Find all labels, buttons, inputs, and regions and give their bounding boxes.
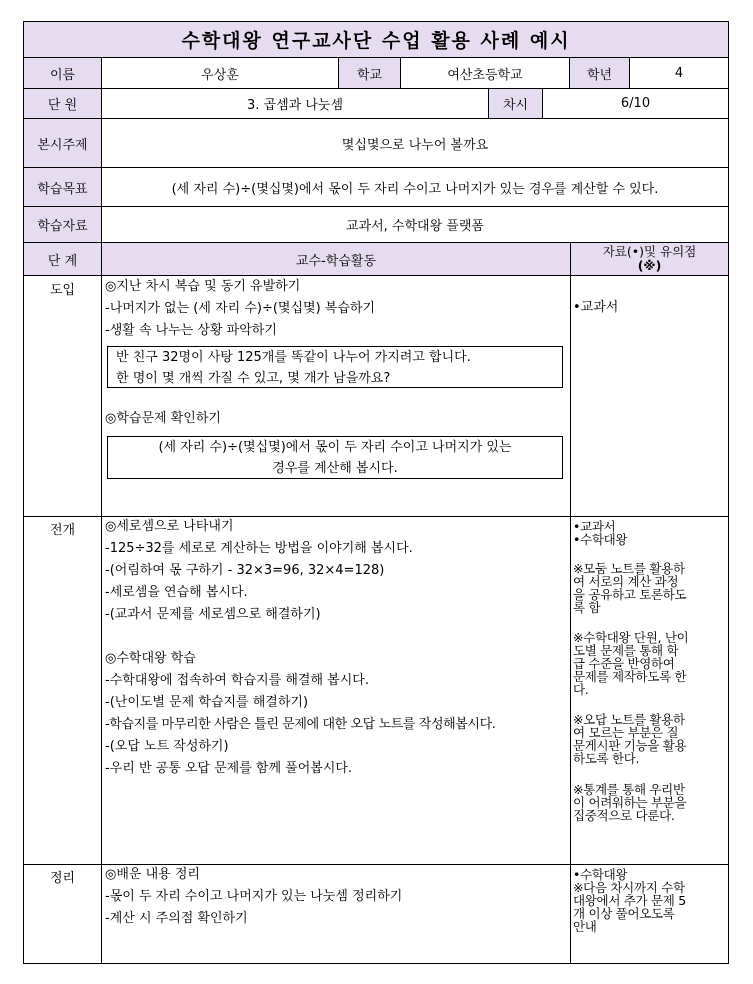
topic-value: 몇십몇으로 나누어 볼까요	[102, 119, 728, 168]
school-label: 학교	[339, 58, 401, 89]
develop-note: ※모둠 노트를 활용하	[573, 561, 685, 576]
wrapup-notes	[571, 865, 728, 963]
intro-stage: 도입	[24, 276, 102, 517]
wrapup-line: ◎배운 내용 정리	[105, 867, 200, 882]
intro-note: •교과서	[573, 300, 619, 315]
wrapup-note: 개 이상 풀어오도록	[573, 906, 675, 921]
wrapup-activity	[102, 865, 571, 963]
lesson-plan-table	[23, 21, 729, 964]
develop-note: •수학대왕	[573, 532, 628, 547]
develop-line: -(교과서 문제를 세로셈으로 해결하기)	[105, 607, 321, 622]
document-title: 수학대왕 연구교사단 수업 활용 사례 예시	[24, 22, 728, 58]
develop-note: ※수학대왕 단원, 난이	[573, 630, 689, 645]
goal-value: (세 자리 수)÷(몇십몇)에서 몫이 두 자리 수이고 나머지가 있는 경우를 계산할 수 있다.	[102, 168, 728, 207]
unit-value: 3. 곱셈과 나눗셈	[102, 89, 489, 119]
develop-line: -수학대왕에 접속하여 학습지를 해결해 봅시다.	[105, 673, 369, 688]
develop-line: -학습지를 마무리한 사람은 틀린 문제에 대한 오답 노트를 작성해봅시다.	[105, 717, 496, 732]
name-value: 우상훈	[102, 58, 339, 89]
wrapup-line: -계산 시 주의점 확인하기	[105, 911, 248, 926]
intro-activity	[102, 276, 571, 517]
intro-notes	[571, 276, 728, 517]
session-label: 차시	[489, 89, 543, 119]
develop-note: 다.	[573, 682, 589, 697]
develop-note: 집중적으로 다룬다.	[573, 808, 675, 823]
develop-line: -125÷32를 세로로 계산하는 방법을 이야기해 봅시다.	[105, 541, 413, 556]
name-label: 이름	[24, 58, 102, 89]
intro-line: -나머지가 없는 (세 자리 수)÷(몇십몇) 복습하기	[105, 301, 376, 316]
develop-note: 을 공유하고 토론하도	[573, 587, 687, 602]
intro-line: ◎지난 차시 복습 및 동기 유발하기	[105, 279, 301, 294]
stage-header: 단 계	[24, 243, 102, 276]
activity-header: 교수-학습활동	[102, 243, 571, 276]
problem-line: (세 자리 수)÷(몇십몇)에서 몫이 두 자리 수이고 나머지가 있는	[158, 440, 512, 455]
materials-label: 학습자료	[24, 207, 102, 243]
intro-line: -생활 속 나누는 상황 파악하기	[105, 323, 277, 338]
grade-label: 학년	[570, 58, 630, 89]
develop-note: 도별 문제를 통해 학	[573, 643, 679, 658]
develop-line: -우리 반 공통 오답 문제를 함께 풀어봅시다.	[105, 761, 353, 776]
notes-header-line1: 자료(•)및 유의점	[602, 244, 697, 259]
develop-line: -(오답 노트 작성하기)	[105, 739, 229, 754]
notes-header-line2: (※)	[637, 258, 662, 273]
goal-label: 학습목표	[24, 168, 102, 207]
develop-note: 급 수준을 반영하여	[573, 656, 675, 671]
develop-line: ◎세로셈으로 나타내기	[105, 519, 234, 534]
situation-line: 반 친구 32명이 사탕 125개를 똑같이 나누어 가지려고 합니다.	[116, 350, 471, 365]
develop-line: -(난이도별 문제 학습지를 해결하기)	[105, 695, 309, 710]
develop-line: -세로셈을 연습해 봅시다.	[105, 585, 248, 600]
school-value: 여산초등학교	[401, 58, 570, 89]
develop-note: 문제를 제작하도록 한	[573, 669, 687, 684]
wrapup-note: •수학대왕	[573, 867, 628, 882]
topic-label: 본시주제	[24, 119, 102, 168]
grade-value: 4	[630, 58, 728, 89]
session-value: 6/10	[543, 89, 728, 119]
notes-header	[571, 243, 728, 276]
develop-notes	[571, 517, 728, 865]
develop-note: ※오답 노트를 활용하	[573, 712, 685, 727]
develop-note: 여 모르는 부분은 질	[573, 725, 679, 740]
develop-note: 여 서로의 계산 과정	[573, 574, 679, 589]
develop-note: •교과서	[573, 519, 616, 534]
develop-note: 이 어려워하는 부분을	[573, 795, 687, 810]
develop-note: 하도록 한다.	[573, 751, 640, 766]
develop-note: ※통계를 통해 우리반	[573, 782, 685, 797]
problem-heading: ◎학습문제 확인하기	[105, 411, 221, 426]
wrapup-note: ※다음 차시까지 수학	[573, 880, 685, 895]
develop-stage: 전개	[24, 517, 102, 865]
problem-line: 경우를 계산해 봅시다.	[272, 461, 398, 476]
unit-label: 단 원	[24, 89, 102, 119]
wrapup-stage: 정리	[24, 865, 102, 963]
develop-line: -(어림하여 몫 구하기 - 32×3=96, 32×4=128)	[105, 563, 385, 578]
materials-value: 교과서, 수학대왕 플랫폼	[102, 207, 728, 243]
develop-note: 록 함	[573, 600, 601, 615]
develop-activity	[102, 517, 571, 865]
develop-line: ◎수학대왕 학습	[105, 651, 196, 666]
problem-box	[107, 436, 563, 479]
situation-line: 한 명이 몇 개씩 가질 수 있고, 몇 개가 남을까요?	[116, 371, 391, 386]
wrapup-note: 안내	[573, 919, 597, 934]
situation-box	[107, 346, 563, 388]
develop-note: 문게시판 기능을 활용	[573, 738, 687, 753]
wrapup-note: 대왕에서 추가 문제 5	[573, 893, 686, 908]
wrapup-line: -몫이 두 자리 수이고 나머지가 있는 나눗셈 정리하기	[105, 889, 403, 904]
